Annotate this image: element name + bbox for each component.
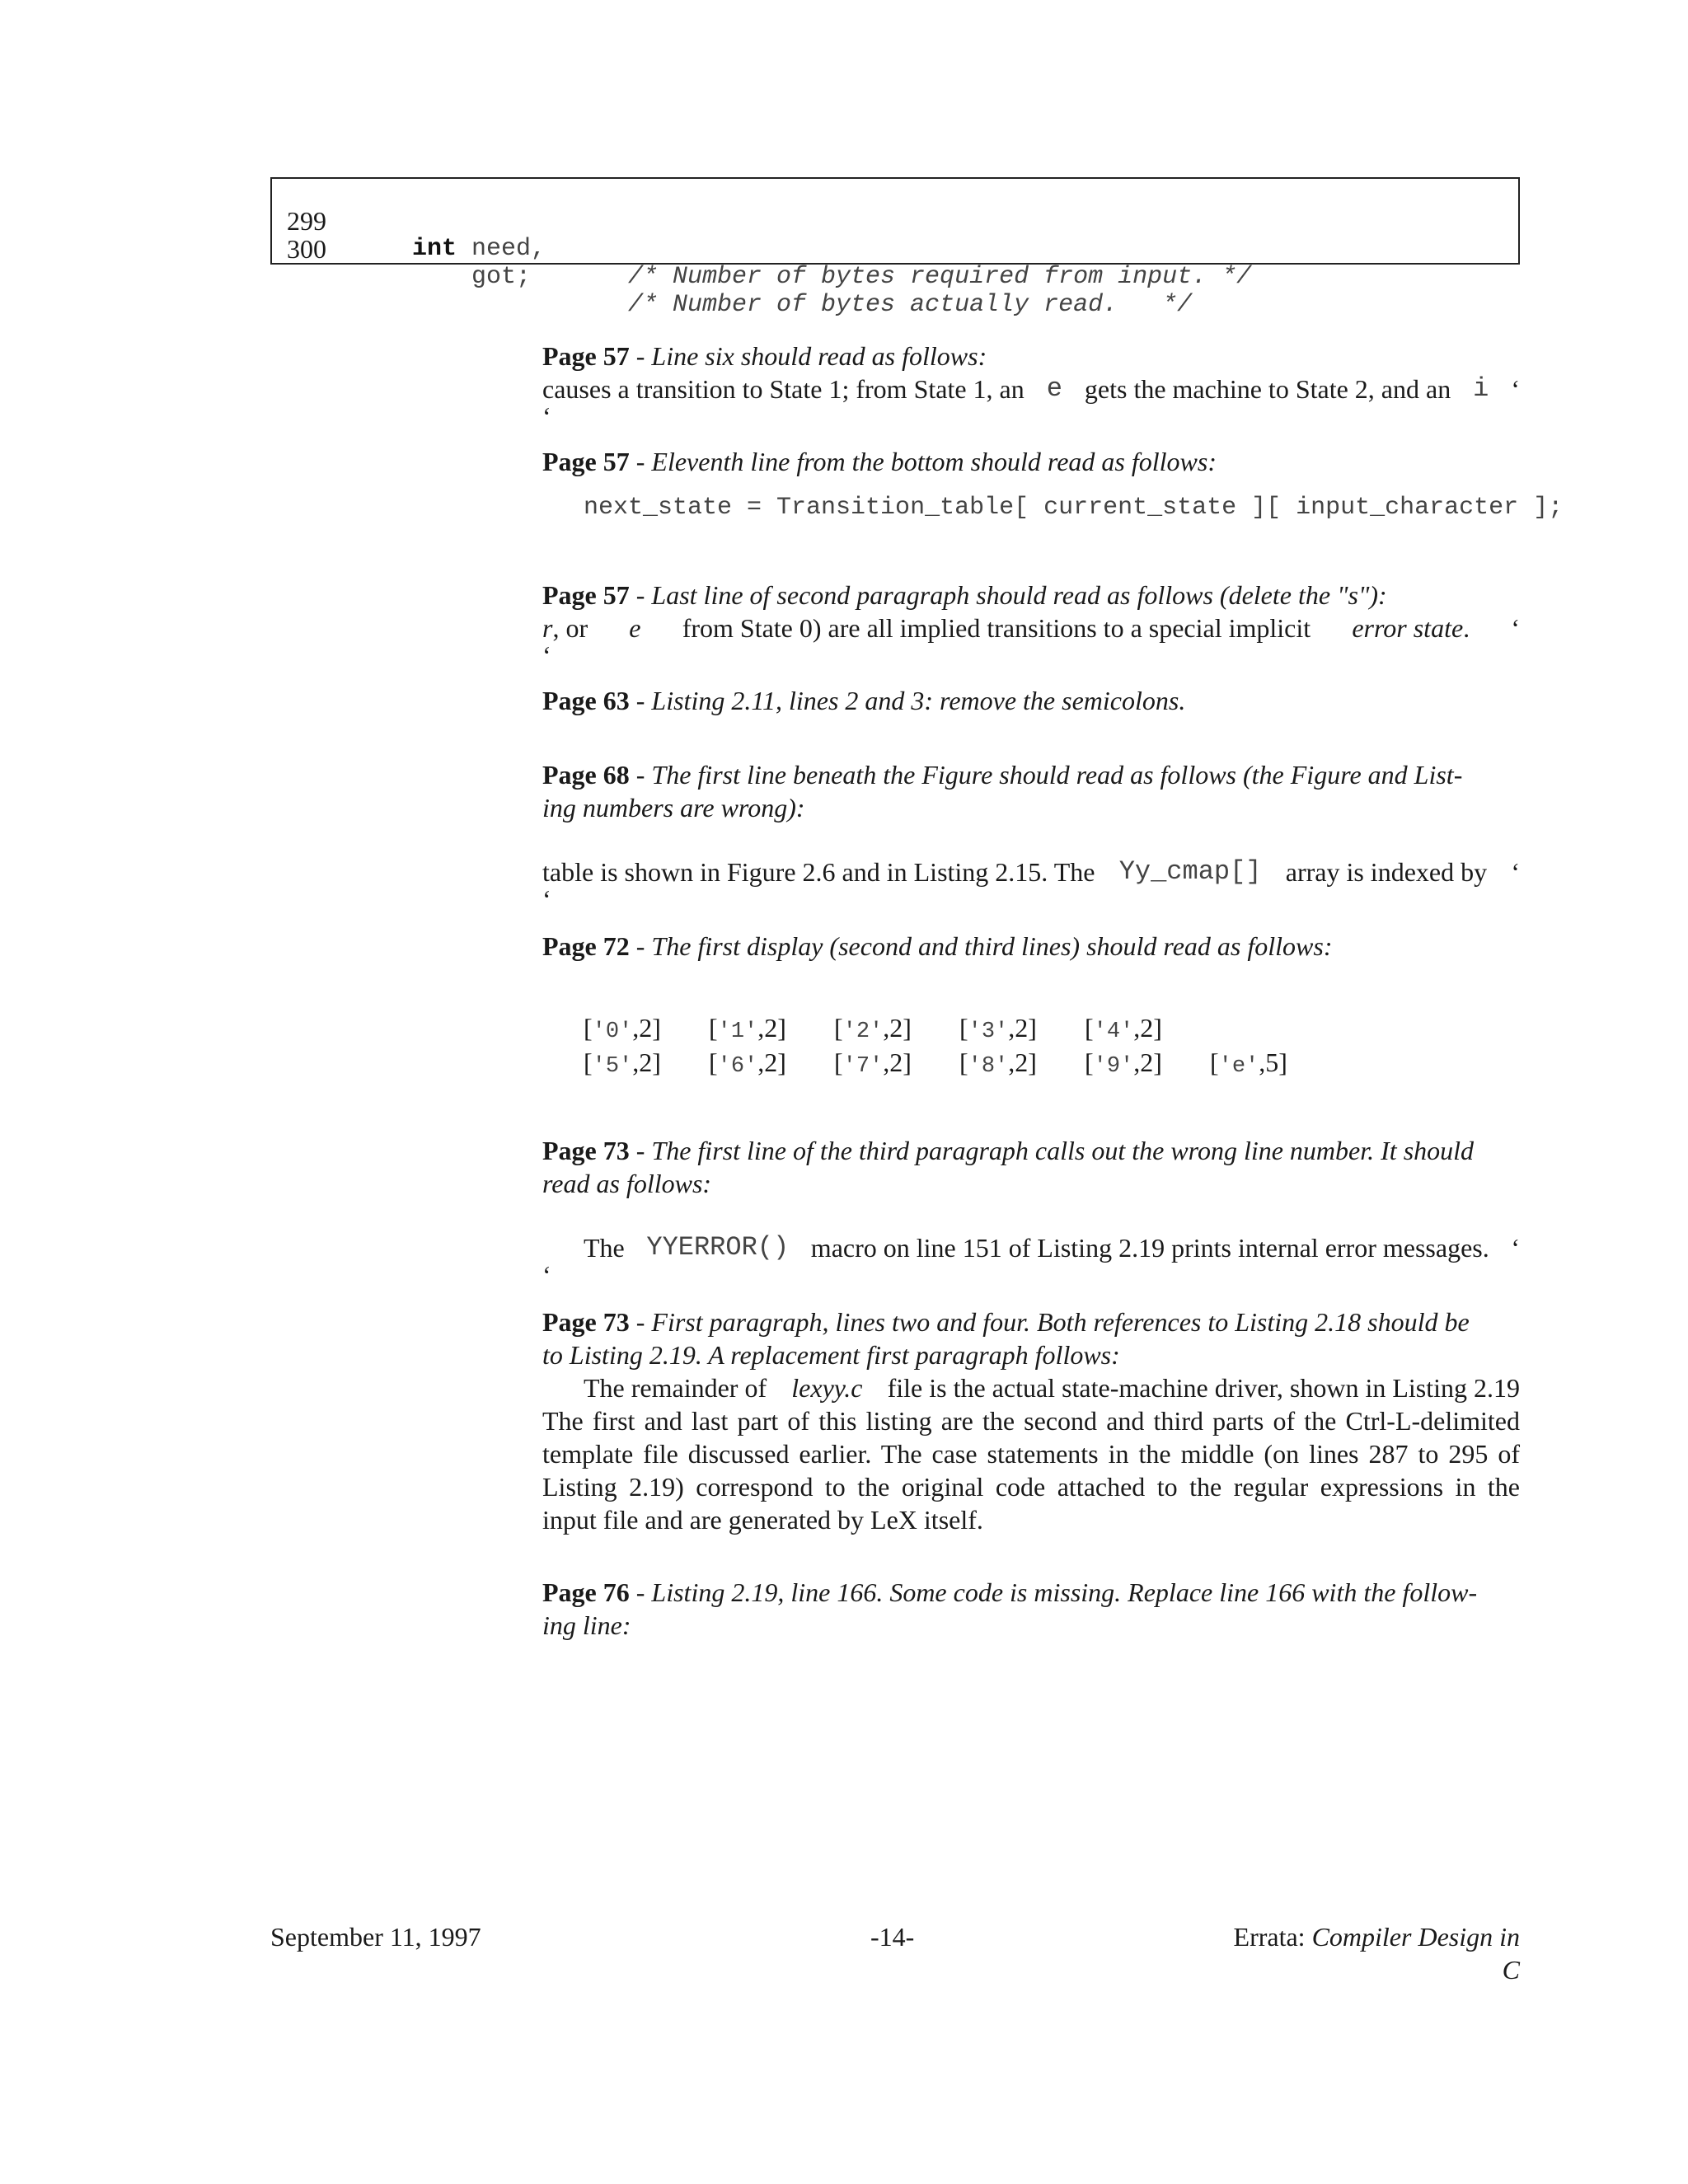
erratum-heading-cont: to Listing 2.19. A replacement first paragraph follows:: [542, 1340, 1120, 1370]
display-tuple: ['2',2]: [834, 1013, 912, 1044]
keyword: int: [412, 235, 457, 263]
replacement-paragraph-line: input file and are generated by LeX itself.: [542, 1505, 983, 1535]
page-ref: Page 72: [542, 931, 630, 961]
tick-mark: ‘: [542, 1260, 551, 1290]
erratum-description: Line six should read as follows:: [651, 341, 987, 371]
erratum-heading-cont: ing line:: [542, 1610, 631, 1640]
replacement-paragraph-line: The first and last part of this listing are the second and third parts of the Ctrl-L-delimited: [542, 1406, 1520, 1436]
code-text: got;: [471, 263, 532, 291]
replacement-paragraph-line: template file discussed earlier. The case statements in the middle (on lines 287 to 295 of: [542, 1439, 1520, 1469]
erratum-description: Listing 2.11, lines 2 and 3: remove the semicolons.: [651, 686, 1186, 715]
display-tuple: ['9',2]: [1085, 1047, 1162, 1079]
display-tuple: ['5',2]: [584, 1047, 661, 1079]
tick-mark: ‘: [542, 640, 551, 670]
erratum-description: Eleventh line from the bottom should read as follows:: [651, 447, 1217, 476]
erratum-heading: Page 57 - Last line of second paragraph should read as follows (delete the "s"):: [542, 580, 1387, 610]
footer-page-number: -14-: [870, 1922, 915, 1952]
line-number: 299: [287, 206, 326, 236]
page-ref: Page 73: [542, 1307, 630, 1337]
replacement-paragraph-line: The remainder of lexyy.c file is the actual state-machine driver, shown in Listing 2.19: [584, 1373, 1520, 1403]
code-identifier: need,: [457, 235, 546, 263]
display-tuple: ['3',2]: [959, 1013, 1037, 1044]
footer-date: September 11, 1997: [270, 1922, 481, 1952]
code-display: next_state = Transition_table[ current_state ][ input_character ];: [584, 494, 1564, 522]
erratum-heading-cont: ing numbers are wrong):: [542, 793, 805, 823]
display-tuple: ['4',2]: [1085, 1013, 1162, 1044]
erratum-description: The first display (second and third lines) should read as follows:: [651, 931, 1333, 961]
erratum-body: causes a transition to State 1; from State 1, an e gets the machine to State 2, and an i ‘: [542, 373, 1520, 404]
page-ref: Page 63: [542, 686, 630, 715]
erratum-heading: Page 73 - First paragraph, lines two and four. Both references to Listing 2.18 should be: [542, 1307, 1470, 1337]
erratum-description: The first line beneath the Figure should read as follows (the Figure and List-: [651, 760, 1463, 790]
display-tuple: ['1',2]: [709, 1013, 786, 1044]
page-ref: Page 57: [542, 341, 630, 371]
display-row-2: [584, 1045, 1335, 1080]
erratum-body: r, or e from State 0) are all implied transitions to a special implicit error state. ‘: [542, 613, 1520, 643]
code-comment: /* Number of bytes actually read. */: [628, 291, 1193, 319]
footer-title: Errata: Compiler Design in C: [1233, 1922, 1520, 1985]
display-tuple: ['7',2]: [834, 1047, 912, 1079]
erratum-heading: Page 76 - Listing 2.19, line 166. Some code is missing. Replace line 166 with the follow-: [542, 1577, 1478, 1607]
display-tuple: ['e',5]: [1210, 1047, 1287, 1079]
erratum-body: The YYERROR() macro on line 151 of Listing 2.19 prints internal error messages. ‘: [584, 1232, 1520, 1263]
erratum-heading-cont: read as follows:: [542, 1169, 712, 1198]
code-listing-box: [270, 177, 1520, 319]
display-tuple: ['8',2]: [959, 1047, 1037, 1079]
line-number: 300: [287, 234, 326, 264]
page-ref: Page 68: [542, 760, 630, 790]
page-ref: Page 57: [542, 447, 630, 476]
erratum-heading: Page 68 - The first line beneath the Figure should read as follows (the Figure and List-: [542, 760, 1463, 790]
erratum-heading: Page 72 - The first display (second and third lines) should read as follows:: [542, 931, 1333, 961]
erratum-description: Last line of second paragraph should read as follows (delete the "s"):: [651, 580, 1387, 610]
replacement-paragraph-line: Listing 2.19) correspond to the original code attached to the regular expressions in the: [542, 1472, 1520, 1502]
display-tuple: ['6',2]: [709, 1047, 786, 1079]
tick-mark: ‘: [542, 401, 551, 431]
page-ref: Page 76: [542, 1577, 630, 1607]
code-text: [412, 235, 546, 263]
code-comment: /* Number of bytes required from input. */: [628, 263, 1252, 291]
erratum-heading: Page 57 - Eleventh line from the bottom should read as follows:: [542, 447, 1217, 476]
erratum-description: Listing 2.19, line 166. Some code is missing. Replace line 166 with the follow-: [651, 1577, 1478, 1607]
display-tuple: ['0',2]: [584, 1013, 661, 1044]
erratum-description: First paragraph, lines two and four. Both references to Listing 2.18 should be: [651, 1307, 1470, 1337]
erratum-body: table is shown in Figure 2.6 and in Listing 2.15. The Yy_cmap[] array is indexed by ‘: [542, 856, 1520, 887]
erratum-description: The first line of the third paragraph calls out the wrong line number. It should: [651, 1136, 1475, 1165]
page-ref: Page 57: [542, 580, 630, 610]
display-row-1: [584, 1010, 1210, 1045]
erratum-heading: Page 63 - Listing 2.11, lines 2 and 3: remove the semicolons.: [542, 686, 1186, 715]
erratum-heading: Page 57 - Line six should read as follows:: [542, 341, 987, 371]
erratum-heading: Page 73 - The first line of the third paragraph calls out the wrong line number. It should: [542, 1136, 1475, 1165]
tick-mark: ‘: [542, 884, 551, 914]
page-ref: Page 73: [542, 1136, 630, 1165]
